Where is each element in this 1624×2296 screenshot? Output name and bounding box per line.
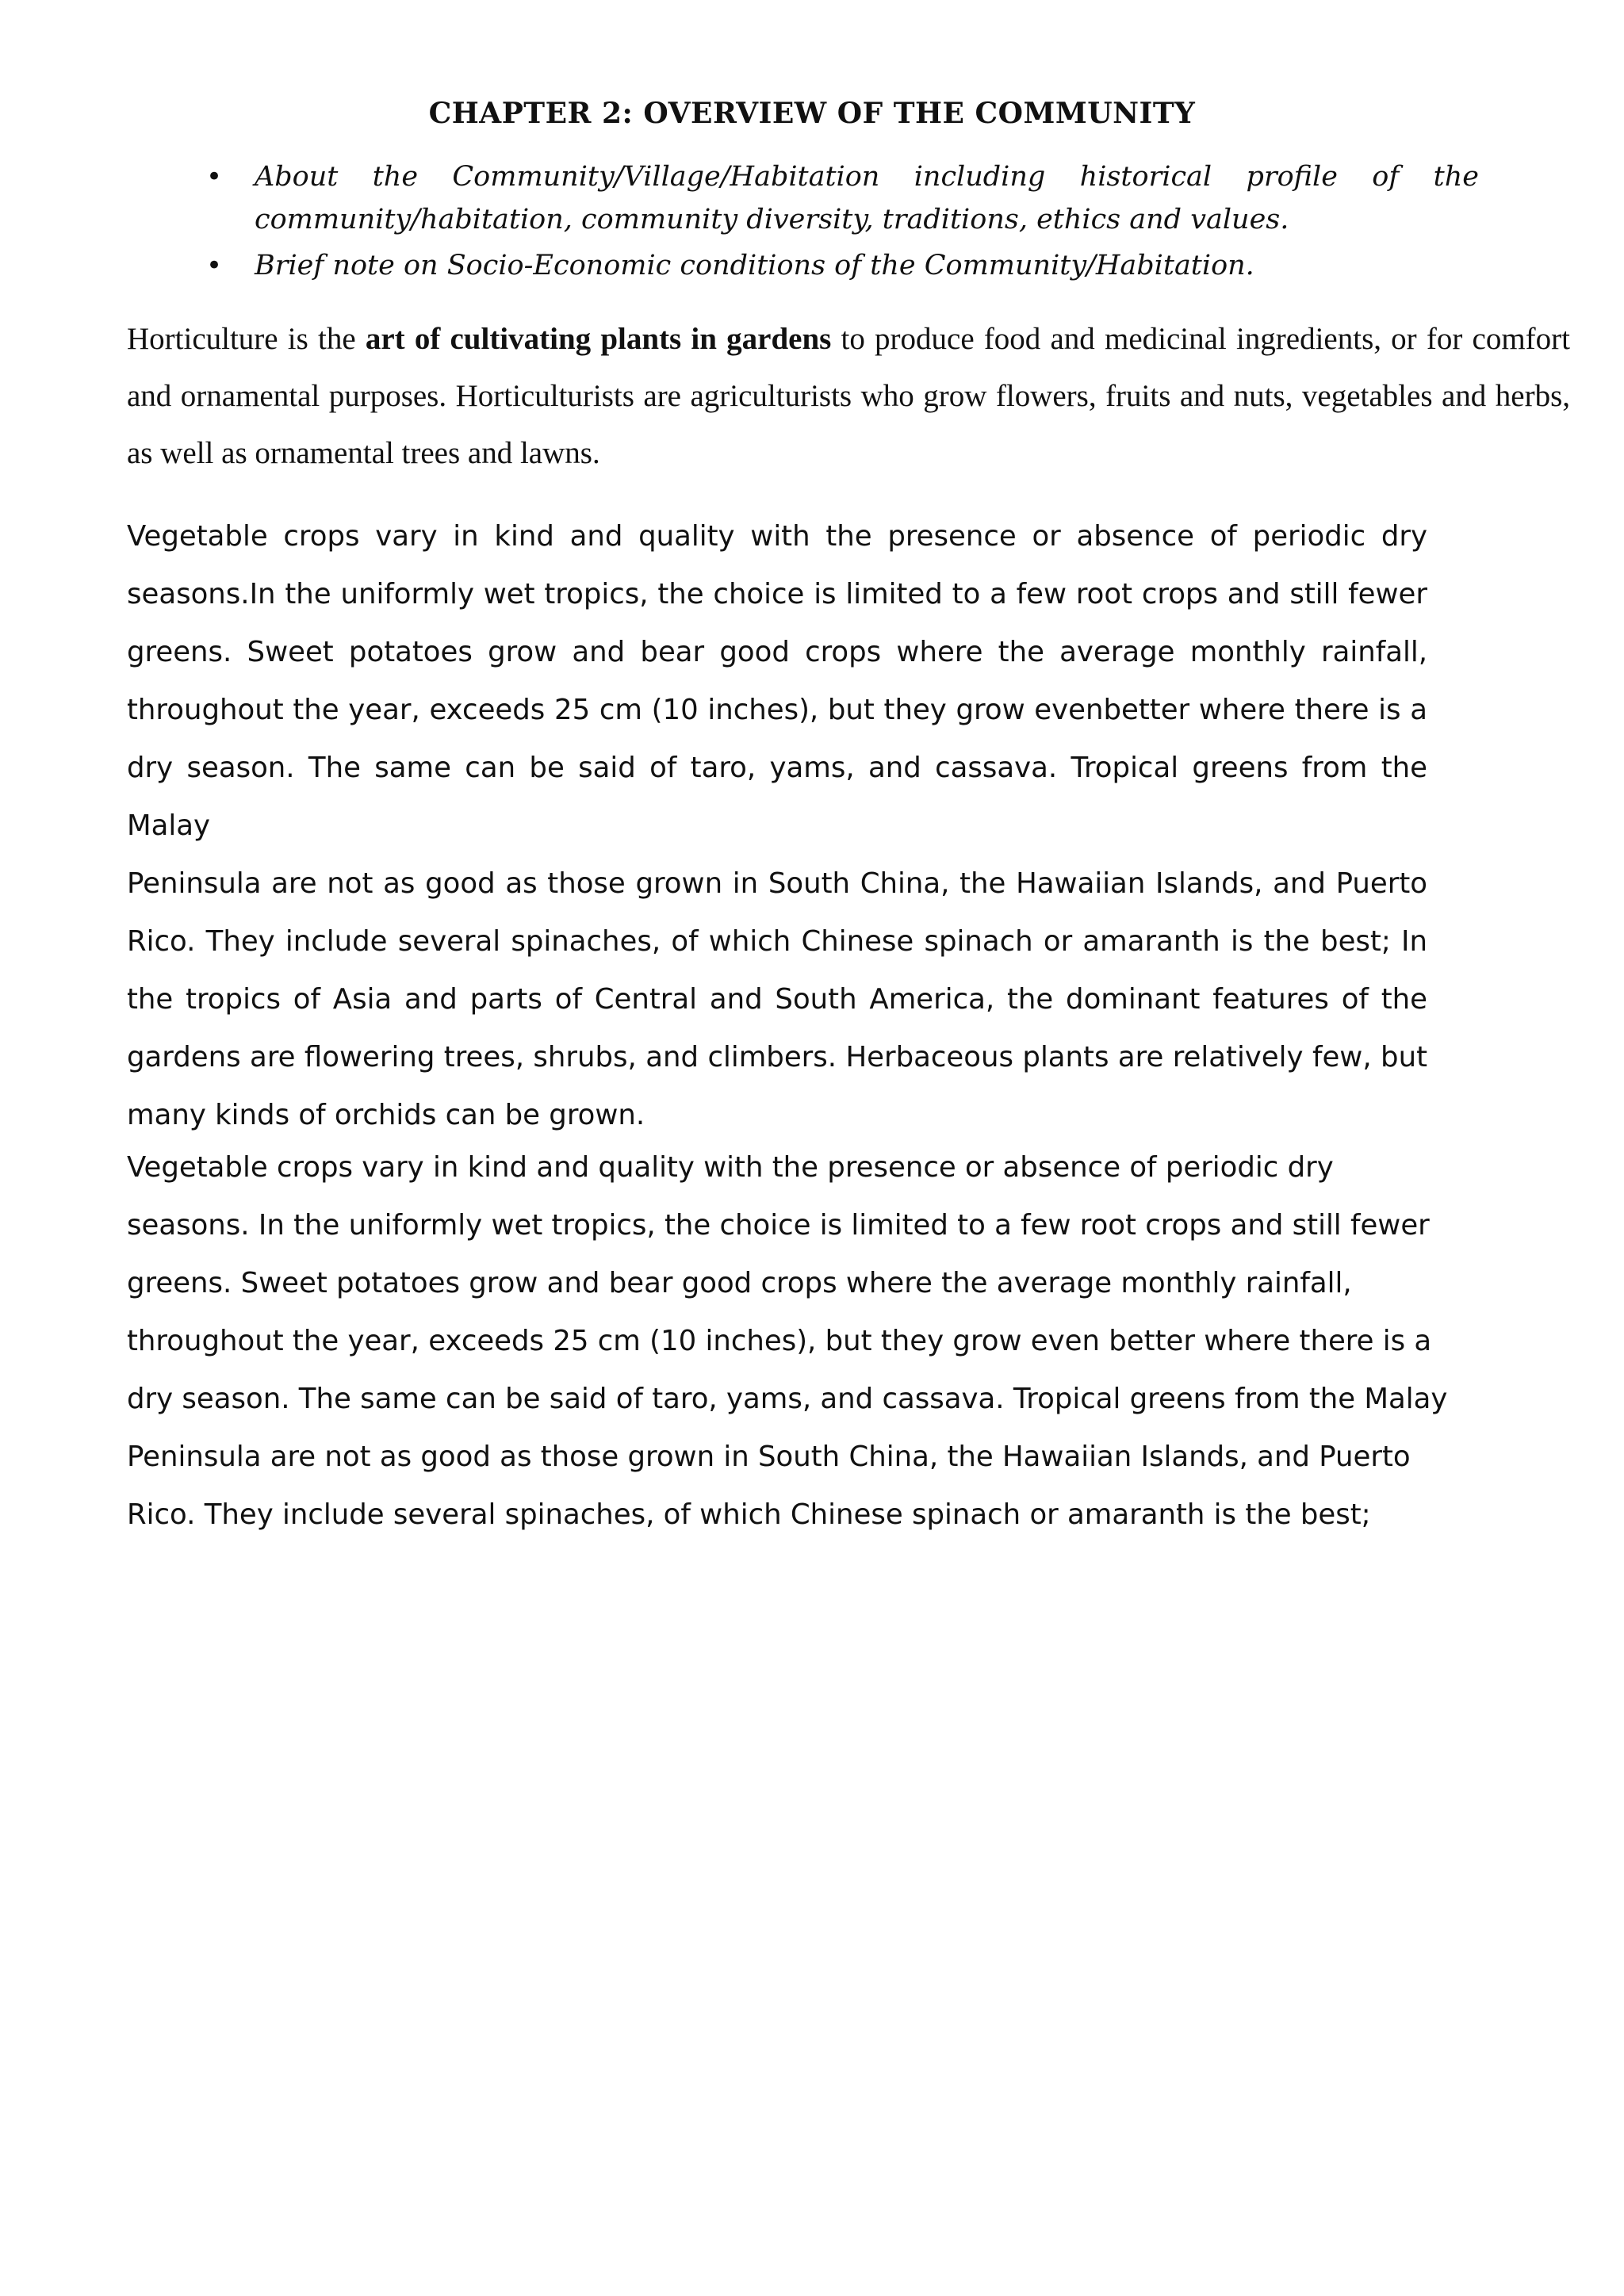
paragraph-line: Vegetable crops vary in kind and quality with the presence or absence of periodic dry <box>127 1151 1334 1184</box>
intro-rest-text: to produce food and medicinal ingredients, or for comfort and ornamental purposes. Horticulturists are agriculturists who grow flowers, fruits and nuts, vegetables and herbs, as well as ornamental trees and lawns. <box>127 322 1570 470</box>
paragraph-line: dry season. The same can be said of taro, yams, and cassava. Tropical greens from the Malay <box>127 752 1427 842</box>
guide-bullet-text: About the Community/Village/Habitation including historical profile of the community/habitation, community diversity, traditions, ethics and values. <box>255 161 1479 235</box>
intro-paragraph <box>127 311 1570 482</box>
paragraph-line: many kinds of orchids can be grown. <box>127 1099 645 1131</box>
intro-emphasis-text: art of cultivating plants in gardens <box>365 322 832 356</box>
paragraph-line: greens. Sweet potatoes grow and bear good crops where the average monthly rainfall, <box>127 636 1427 668</box>
paragraph-line: throughout the year, exceeds 25 cm (10 inches), but they grow even better where there is a <box>127 1325 1432 1357</box>
paragraph-line: seasons. In the uniformly wet tropics, the choice is limited to a few root crops and still fewer <box>127 1209 1430 1242</box>
chapter-title: CHAPTER 2: OVERVIEW OF THE COMMUNITY <box>428 97 1196 130</box>
paragraph-line: Rico. They include several spinaches, of which Chinese spinach or amaranth is the best; In <box>127 925 1427 958</box>
paragraph-line: seasons.In the uniformly wet tropics, the choice is limited to a few root crops and still fewer <box>127 578 1427 610</box>
guide-bullet-text: Brief note on Socio-Economic conditions of the Community/Habitation. <box>255 250 1254 281</box>
paragraph-line: Peninsula are not as good as those grown in South China, the Hawaiian Islands, and Puerto <box>127 1441 1411 1473</box>
guide-bullet-item <box>202 155 1479 241</box>
bullet-icon: • <box>206 161 223 193</box>
paragraph-line: throughout the year, exceeds 25 cm (10 inches), but they grow evenbetter where there is a <box>127 694 1427 726</box>
body-paragraph-1 <box>127 507 1427 1144</box>
paragraph-line: gardens are flowering trees, shrubs, and climbers. Herbaceous plants are relatively few, but <box>127 1041 1427 1073</box>
paragraph-line: greens. Sweet potatoes grow and bear good crops where the average monthly rainfall, <box>127 1267 1352 1299</box>
paragraph-line: Rico. They include several spinaches, of which Chinese spinach or amaranth is the best; <box>127 1498 1371 1531</box>
paragraph-line: Peninsula are not as good as those grown in South China, the Hawaiian Islands, and Puerto <box>127 867 1427 900</box>
intro-lead-text: Horticulture is the <box>127 322 366 356</box>
body-paragraph-2 <box>127 1138 1448 1544</box>
paragraph-line: Vegetable crops vary in kind and quality with the presence or absence of periodic dry <box>127 520 1427 553</box>
guide-bullet-list <box>202 155 1479 290</box>
bullet-icon: • <box>206 250 223 281</box>
paragraph-line: dry season. The same can be said of taro, yams, and cassava. Tropical greens from the Malay <box>127 1383 1448 1415</box>
guide-bullet-item <box>202 244 1479 287</box>
paragraph-line: the tropics of Asia and parts of Central and South America, the dominant features of the <box>127 983 1427 1016</box>
